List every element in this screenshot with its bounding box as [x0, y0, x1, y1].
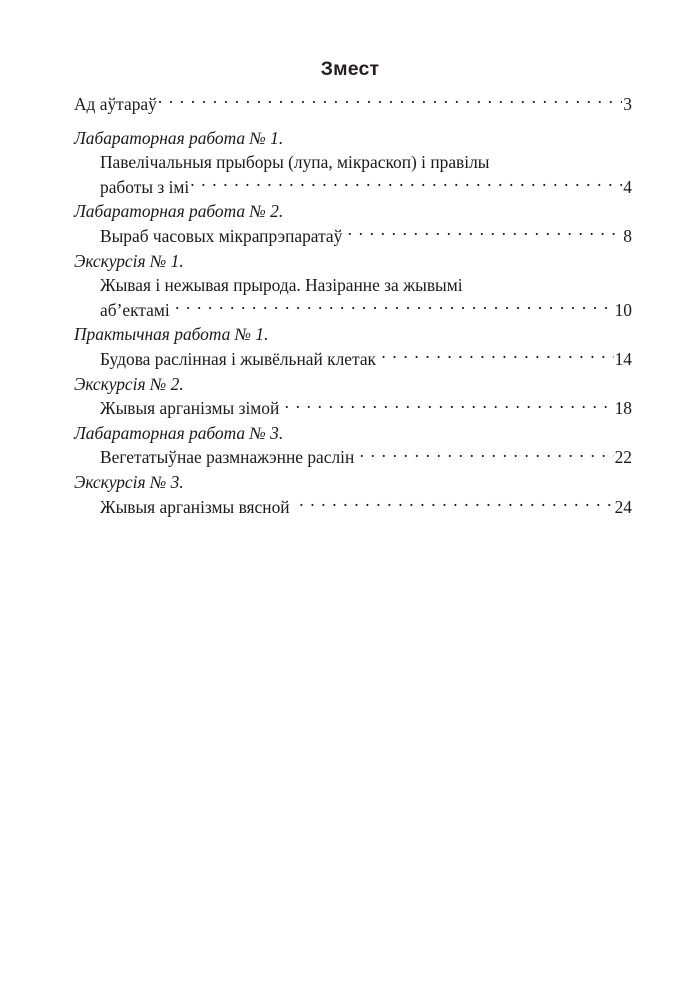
toc-page-number: 18 — [614, 398, 632, 419]
toc-entry — [74, 470, 632, 519]
toc-entry — [74, 199, 632, 248]
toc-page-number: 24 — [614, 496, 632, 517]
toc-entry-line[interactable] — [74, 396, 632, 421]
toc-entry-title: Жывыя арганізмы зімой — [100, 398, 284, 419]
toc-entry — [74, 126, 632, 200]
toc-entry-title: Ад аўтараў — [74, 94, 157, 114]
toc-entry-line[interactable] — [74, 445, 632, 470]
dot-leader — [190, 175, 622, 192]
toc-entry-line[interactable] — [74, 175, 632, 200]
toc-entry-title: Будова раслінная і жывёльнай клетак — [100, 348, 381, 369]
toc-entry — [74, 421, 632, 470]
toc-entry — [74, 322, 632, 371]
toc-entry-title: Вегетатыўнае размнажэнне раслін — [100, 447, 359, 468]
toc-entry-title: Выраб часовых мікрапрэпаратаў — [100, 225, 347, 246]
toc-entry-heading: Экскурсія № 2. — [74, 373, 184, 394]
toc-entry-line[interactable] — [74, 495, 632, 520]
toc-entry-line[interactable] — [74, 298, 632, 323]
toc-page-number: 3 — [623, 94, 632, 114]
toc-entry-heading: Лабараторная работа № 2. — [74, 201, 284, 222]
toc-entry-title: Павелічальныя прыборы (лупа, мікраскоп) і правілы — [100, 152, 490, 173]
toc-page-number: 8 — [623, 225, 632, 246]
toc-entry-heading: Практычная работа № 1. — [74, 324, 269, 345]
dot-leader — [381, 348, 613, 365]
dot-leader — [158, 93, 622, 110]
toc-entry-title: аб’ектамі — [100, 299, 175, 320]
toc-entry-line[interactable] — [74, 273, 632, 298]
toc-entry-line[interactable] — [74, 347, 632, 372]
toc-page-number: 10 — [614, 299, 632, 320]
toc-entry-heading: Лабараторная работа № 1. — [74, 127, 284, 148]
toc-entry-heading: Лабараторная работа № 3. — [74, 422, 284, 443]
toc-entry-heading: Экскурсія № 3. — [74, 471, 184, 492]
table-of-contents — [74, 92, 632, 519]
toc-entry-heading: Экскурсія № 1. — [74, 250, 184, 271]
toc-entry-line[interactable] — [74, 92, 632, 117]
dot-leader — [348, 225, 623, 242]
toc-page-number: 14 — [614, 348, 632, 369]
toc-entry — [74, 92, 632, 117]
dot-leader — [299, 495, 613, 512]
toc-entry — [74, 372, 632, 421]
dot-leader — [360, 446, 614, 463]
toc-page-number: 22 — [614, 447, 632, 468]
toc-page-number: 4 — [623, 176, 632, 197]
toc-entry — [74, 249, 632, 323]
toc-entry-title: работы з імі — [100, 176, 190, 197]
toc-entry-title: Жывыя арганізмы вясной — [100, 496, 299, 517]
dot-leader — [175, 298, 614, 315]
toc-entry-line[interactable] — [74, 224, 632, 249]
page-title: Змест — [320, 58, 380, 80]
toc-entry-title: Жывая і нежывая прырода. Назіранне за жывымі — [100, 275, 463, 296]
toc-entry-line[interactable] — [74, 150, 632, 175]
dot-leader — [285, 397, 614, 414]
